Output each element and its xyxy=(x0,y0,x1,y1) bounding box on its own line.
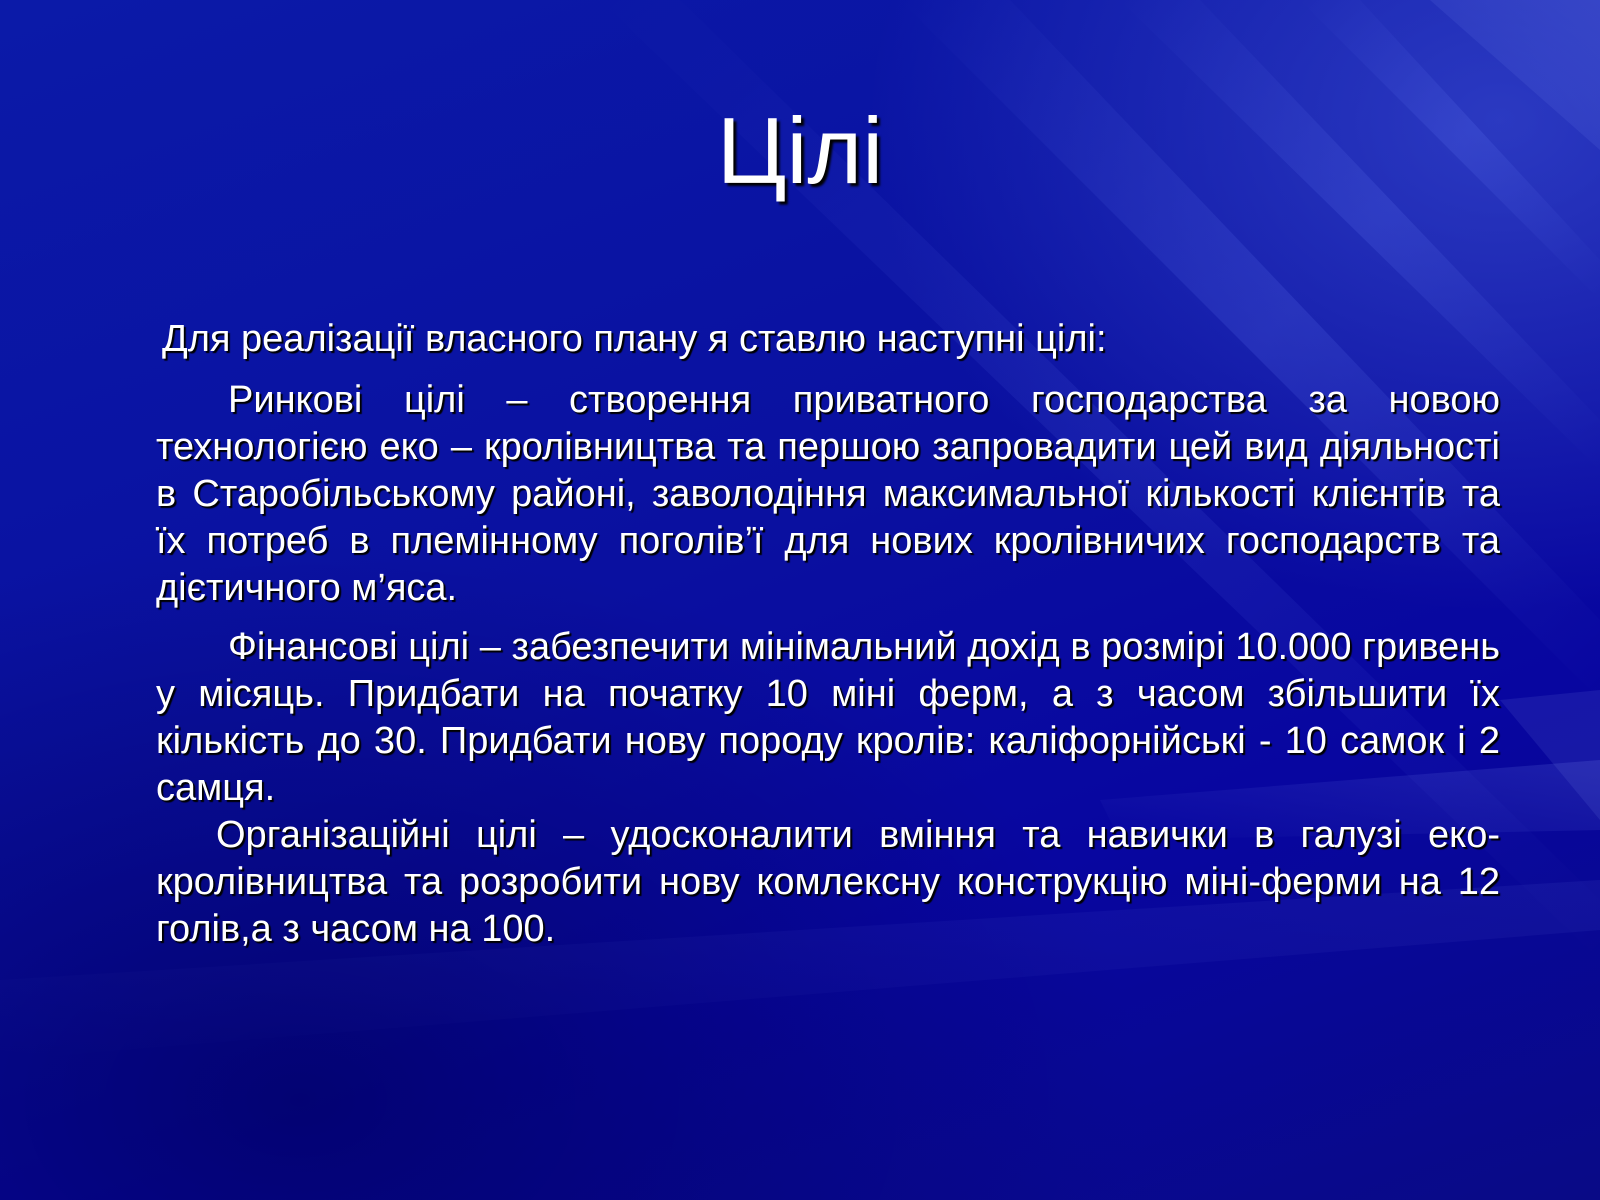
financial-goals-paragraph: Фінансові цілі – забезпечити мінімальний дохід в розмірі 10.000 гривень у місяць. Придбати на початку 10 міні ферм, а з часом збільшити їх кількість до 30. Придбати нову породу кролів: каліфорнійські - 10 самок і 2 самця. xyxy=(156,626,1500,809)
organizational-goals-paragraph: Організаційні цілі – удосконалити вміння та навички в галузі еко-кролівництва та розробити нову комлексну конструкцію міні-ферми на 12 голів,а з часом на 100. xyxy=(156,814,1500,950)
market-goals-paragraph: Ринкові цілі – створення приватного господарства за новою технологією еко – кролівництва та першою запровадити цей вид діяльності в Старобільському районі, заволодіння максимальної кількості клієнтів та їх потреб в племінному поголів’ї для нових кролівничих господарств та дієтичного м’яса. xyxy=(156,379,1500,609)
slide-body xyxy=(156,316,1500,965)
slide-title: Цілі xyxy=(716,98,884,203)
intro-text: Для реалізації власного плану я ставлю наступні цілі: xyxy=(162,318,1107,360)
